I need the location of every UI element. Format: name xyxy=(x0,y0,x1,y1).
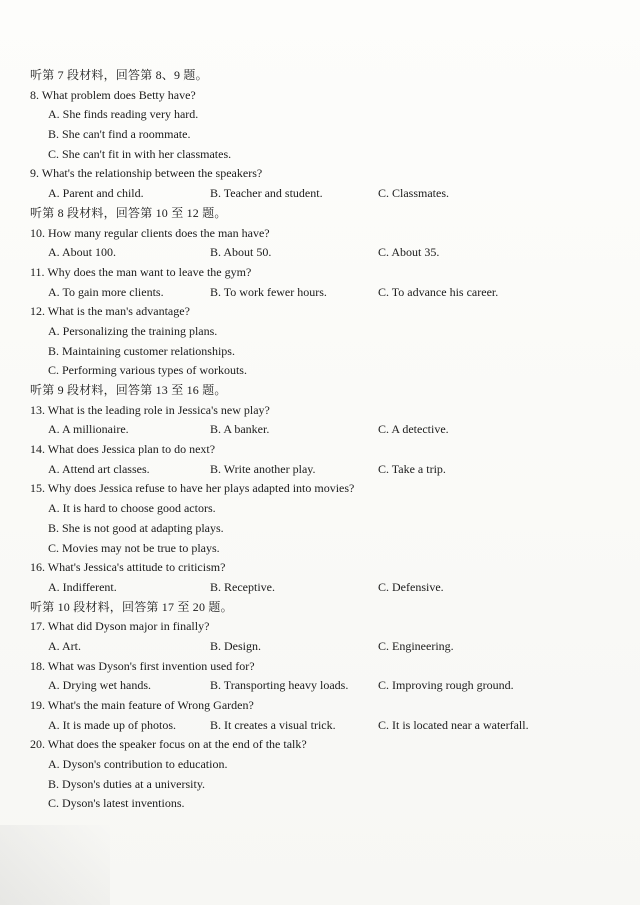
option-row xyxy=(30,716,610,736)
question-text: 15. Why does Jessica refuse to have her plays adapted into movies? xyxy=(30,481,355,496)
answer-option: C. About 35. xyxy=(378,245,440,260)
answer-option: B. Write another play. xyxy=(210,461,316,476)
option-row xyxy=(30,243,610,263)
answer-option: A. Dyson's contribution to education. xyxy=(48,757,228,772)
answer-option: A. About 100. xyxy=(48,245,117,260)
option-row xyxy=(30,420,610,440)
answer-option: C. Dyson's latest inventions. xyxy=(48,796,185,811)
answer-option: A. Art. xyxy=(48,638,81,653)
answer-option: A. It is hard to choose good actors. xyxy=(48,501,216,516)
question-text: 11. Why does the man want to leave the gym? xyxy=(30,264,252,279)
scan-shadow xyxy=(0,825,110,905)
section-header: 听第 7 段材料，回答第 8、9 题。 xyxy=(30,68,208,82)
option-row xyxy=(30,460,610,480)
answer-option: C. She can't fit in with her classmates. xyxy=(48,146,232,161)
answer-option: A. Indifferent. xyxy=(48,579,117,594)
answer-option: C. It is located near a waterfall. xyxy=(378,717,529,732)
answer-option: A. Personalizing the training plans. xyxy=(48,323,218,338)
answer-option: A. It is made up of photos. xyxy=(48,717,176,732)
question-text: 10. How many regular clients does the man have? xyxy=(30,225,270,240)
option-row xyxy=(30,283,610,303)
question-text: 17. What did Dyson major in finally? xyxy=(30,619,210,634)
question-text: 19. What's the main feature of Wrong Garden? xyxy=(30,698,254,712)
answer-option: B. About 50. xyxy=(210,245,272,260)
answer-option: B. Maintaining customer relationships. xyxy=(48,343,235,358)
question-text: 12. What is the man's advantage? xyxy=(30,304,190,319)
answer-option: C. Classmates. xyxy=(378,186,449,201)
answer-option: B. Receptive. xyxy=(210,579,275,594)
answer-option: A. A millionaire. xyxy=(48,422,129,437)
option-row xyxy=(30,578,610,598)
question-text: 18. What was Dyson's first invention used for? xyxy=(30,658,255,673)
answer-option: C. Take a trip. xyxy=(378,461,446,476)
answer-option: A. Attend art classes. xyxy=(48,461,150,476)
option-row xyxy=(30,184,610,204)
answer-option: A. She finds reading very hard. xyxy=(48,107,199,122)
answer-option: A. Drying wet hands. xyxy=(48,678,151,693)
answer-option: B. Teacher and student. xyxy=(210,186,323,201)
answer-option: A. Parent and child. xyxy=(48,186,144,201)
answer-option: C. A detective. xyxy=(378,422,449,437)
answer-option: B. Dyson's duties at a university. xyxy=(48,776,206,791)
answer-option: C. Movies may not be true to plays. xyxy=(48,540,220,555)
section-header: 听第 9 段材料，回答第 13 至 16 题。 xyxy=(30,383,227,397)
question-text: 8. What problem does Betty have? xyxy=(30,87,196,102)
question-text: 14. What does Jessica plan to do next? xyxy=(30,442,216,457)
answer-option: B. She is not good at adapting plays. xyxy=(48,520,224,535)
question-text: 20. What does the speaker focus on at the end of the talk? xyxy=(30,737,307,752)
section-header: 听第 8 段材料，回答第 10 至 12 题。 xyxy=(30,205,227,220)
answer-option: B. A banker. xyxy=(210,422,270,437)
answer-option: A. To gain more clients. xyxy=(48,284,164,299)
listening-questions xyxy=(30,66,610,814)
section-header: 听第 10 段材料，回答第 17 至 20 题。 xyxy=(30,599,233,614)
answer-option: B. Design. xyxy=(210,638,261,653)
question-text: 16. What's Jessica's attitude to criticism? xyxy=(30,560,226,575)
question-text: 9. What's the relationship between the speakers? xyxy=(30,166,263,181)
answer-option: C. Engineering. xyxy=(378,638,454,653)
answer-option: B. To work fewer hours. xyxy=(210,284,327,299)
answer-option: B. Transporting heavy loads. xyxy=(210,678,349,693)
answer-option: C. Improving rough ground. xyxy=(378,678,514,693)
answer-option: B. She can't find a roommate. xyxy=(48,127,191,142)
option-row xyxy=(30,676,610,696)
answer-option: C. Performing various types of workouts. xyxy=(48,363,247,378)
answer-option: C. To advance his career. xyxy=(378,284,499,299)
option-row xyxy=(30,637,610,657)
question-text: 13. What is the leading role in Jessica's new play? xyxy=(30,402,270,417)
answer-option: C. Defensive. xyxy=(378,579,444,594)
answer-option: B. It creates a visual trick. xyxy=(210,717,336,732)
